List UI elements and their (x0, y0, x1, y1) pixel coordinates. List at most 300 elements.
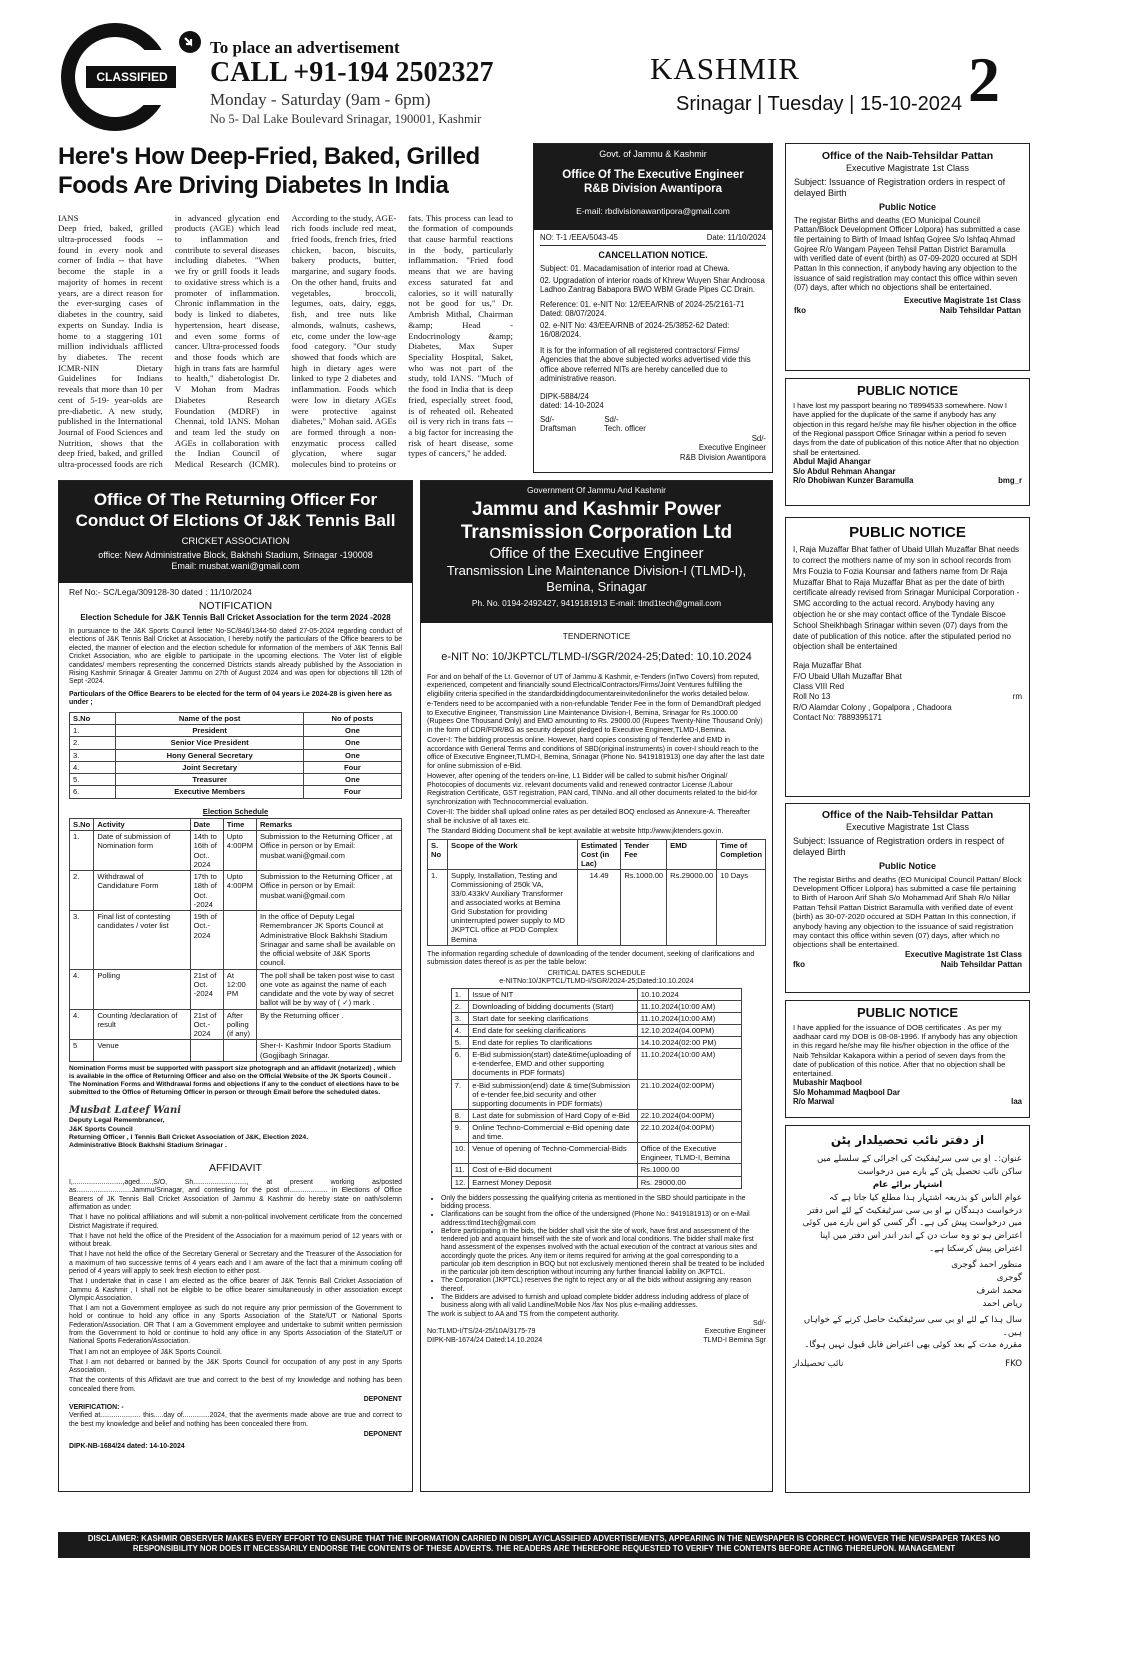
affidavit-line: That I have no political affiliations and will submit a non-political involvement certificate from the concerned District Magistrate if required. (69, 1214, 402, 1230)
table-row (70, 749, 402, 761)
date-value: Rs.1000.00 (637, 1164, 742, 1176)
post-count: Four (303, 786, 401, 798)
tennis-schedule-title: Election Schedule for J&K Tennis Ball Cricket Association for the term 2024 -2028 (80, 613, 391, 623)
urdu-line: محمد اشرف (976, 1285, 1022, 1296)
tennis-notification: NOTIFICATION (198, 600, 273, 613)
table-row (70, 725, 402, 737)
table-row (451, 1000, 742, 1012)
urdu-line: اشتہار برائے عام (872, 1179, 943, 1190)
rb-office-2: R&B Division Awantipora (583, 182, 723, 195)
sched-remarks: In the office of Deputy Legal Remembrancer JK Sports Council at Administrative Block Bakhshi Stadium Srinagar and same shall be available on the official website of J&K Sports council. (256, 911, 401, 970)
article-byline: IANS (58, 212, 79, 223)
office-address: No 5- Dal Lake Boulevard Srinagar, 190001, Kashmir (210, 112, 482, 126)
affidavit-line: That the contents of this Affidavit are true and correct to the best of my knowledge and nothing has been concealed there from. (69, 1377, 402, 1393)
phone-number[interactable]: CALL +91-194 2502327 (210, 57, 494, 88)
naib-notice-2 (785, 803, 1030, 993)
date-sno: 12. (451, 1176, 469, 1188)
muzaffar-code: rm (1012, 692, 1022, 702)
rb-subject-1: Subject: 01. Macadamisation of interior road at Chewa. (540, 264, 730, 274)
affidavit-deponent: DEPONENT (363, 1395, 402, 1403)
affidavit-title: AFFIDAVIT (209, 1162, 262, 1175)
rb-ref-2: 02. e-NIT No: 43/EEA/RNB of 2024-25/3852-62 Dated: 16/08/2024. (540, 320, 730, 340)
passport-name: Abdul Majid Ahangar (793, 457, 871, 467)
sched-activity: Polling (94, 969, 190, 1009)
urdu-title: از دفتر نائب تحصیلدار پٹن (830, 1133, 985, 1147)
sched-remarks: The poll shall be taken post wise to cast one vote as against the name of each candidate and the vote by way of secret ballot will be by way of ( ✓) mark . (256, 969, 401, 1009)
sched-time (223, 911, 256, 970)
urdu-sign: نائب تحصیلدار (793, 1359, 844, 1370)
article (58, 143, 513, 483)
post-count: Four (303, 761, 401, 773)
jkptcl-office-1: Office of the Executive Engineer (489, 544, 704, 562)
post-name: Executive Members (116, 786, 303, 798)
naib2-sign-1: Executive Magistrate 1st Class (905, 949, 1022, 959)
passport-notice (785, 378, 1030, 506)
page-number: 2 (968, 48, 1000, 112)
affidavit-intro: I,..........................,aged......,S/O, Sh............................, at present working as/posted as.............................Jammu/Srinagar, and contesting for the post of.................... in Elections of Office Bearers of JK Tennis Ball Cricket Association of Jammu & Kashmir do hereby state on oath/solemn affirmation as under: (69, 1179, 402, 1211)
rb-sd-1: Sd/- (540, 414, 555, 424)
date-value: 21.10.2024(02:00PM) (637, 1079, 742, 1109)
post-name: Hony General Secretary (116, 749, 303, 761)
jkptcl-contact: Ph. No. 0194-2492427, 9419181913 E-mail: tlmd1tech@gmail.com (471, 598, 722, 609)
tennis-ref: Ref No:- SC/Lega/309128-30 dated : 11/10/2024 (69, 587, 252, 597)
naib2-subject: Subject: Issuance of Registration orders in respect of delayed Birth (793, 835, 1005, 857)
tennis-sign-5: Administrative Block Bakhshi Stadium Srinagar . (69, 1142, 227, 1150)
sched-activity: Counting /declaration of result (94, 1009, 190, 1040)
table-row (451, 1049, 742, 1079)
rb-date: Date: 11/10/2024 (706, 233, 766, 242)
jkptcl-no: No:TLMD-I/TS/24-25/10A/3175-79 (427, 1327, 536, 1336)
jkptcl-sign-2: TLMD-I Bemina Sgr (703, 1335, 766, 1344)
post-name: Senior Vice President (116, 737, 303, 749)
table-row (70, 831, 402, 871)
affidavit-deponent-2: DEPONENT (363, 1431, 402, 1439)
table-row (451, 1079, 742, 1109)
passport-code: bmg_r (998, 476, 1022, 486)
naib1-fko: fko (794, 305, 806, 315)
tennis-office: office: New Administrative Block, Bakhshi Stadium, Srinagar -190008 (98, 550, 373, 561)
passport-father: S/o Abdul Rehman Ahangar (793, 466, 896, 476)
naib2-pn: Public Notice (878, 860, 936, 871)
date-value: 10.10.2024 (637, 988, 742, 1000)
jkptcl-title-2: Transmission Corporation Ltd (460, 522, 733, 544)
posts-table (69, 712, 402, 799)
jkptcl-body (421, 623, 772, 1348)
jkptcl-bullet: • Before participating in the bids, the bidder shall visit the site of work, have first and assessment of the tendered job and acquaint himself with the site of work and local conditions. The bidder shall make first hand assessment of the expenses involved with the actual execution of the contract at various sites and accordingly quote the prices. Any item or items required for arriving at the goal corresponding to a particular job item description in BOQ but not exclusively mentioned therein shall be treated to be included in the particular job item description without incurring any further financial liability on JKPTCL. (441, 1228, 766, 1278)
affidavit-body (69, 1179, 402, 1451)
date-sno: 4. (451, 1025, 469, 1037)
post-sno: 2. (70, 737, 116, 749)
rb-header (534, 144, 772, 230)
affidavit-line: That I am not an employee of J&K Sports Council. (69, 1348, 222, 1356)
rb-govt: Govt. of Jammu & Kashmir (599, 149, 707, 159)
urdu-line: ساکن نائب تحصیل پٹن کے بارے میں درخواست (857, 1166, 1022, 1177)
tennis-body (59, 583, 412, 1456)
jkptcl-sd: Sd/- (752, 1318, 766, 1327)
jkptcl-govt: Government Of Jammu And Kashmir (527, 485, 666, 495)
date-event: e-Bid submission(end) date & time(Submission of e-tender fee,bid security and other supporting documents in PDF formats) (469, 1079, 637, 1109)
jkptcl-bullet: • The Corporation (JKPTCL) reserves the right to reject any or all the bids without assigning any reason thereof. (441, 1277, 766, 1294)
naib2-sign-2: Naib Tehsildar Pattan (940, 959, 1022, 969)
date-event: End date for replies To clarifications (469, 1037, 637, 1049)
jkptcl-header (421, 481, 772, 623)
affidavit-verif-text: Verified at..................... this.....day of..............2024, that the averments made above are true and correct to the best my knowledge and belief and nothing has been concealed there from. (69, 1412, 402, 1428)
work-sno: 1. (428, 869, 448, 945)
office-hours: Monday - Saturday (9am - 6pm) (210, 90, 431, 109)
schedule-table (69, 818, 402, 1062)
tennis-dipk: DIPK-NB-1684/24 dated: 14-10-2024 (69, 1443, 185, 1451)
sched-sno: 5 (70, 1040, 94, 1062)
jkptcl-para: Cover-II: The bidder shall upload online rates as per detailed BOQ enclosed as Annexure-A. Thereafter shall be inclusive of all taxes etc. (427, 808, 751, 825)
article-body (58, 213, 513, 481)
jkptcl-bullets (441, 1195, 766, 1311)
table-row (451, 1122, 742, 1143)
sched-date: 21st of Oct. -2024 (190, 969, 223, 1009)
date-value: 22.10.2024(04:00PM) (637, 1122, 742, 1143)
tennis-title-2: Conduct Of Elctions Of J&K Tennis Ball (75, 511, 396, 531)
muzaffar-line: F/O Ubaid Ullah Muzaffar Bhat (793, 671, 902, 681)
affidavit-line: That I am not debarred or banned by the J&K Sports Council for occupation of any post in any Sports Association. (69, 1358, 402, 1375)
muzaffar-body: I, Raja Muzaffar Bhat father of Ubaid Ullah Muzaffar Bhat needs to correct the mothers name of my son in school records from Mrs Fouzia to Fozia Kounsar and fathers name from Dr Raja Muzaffar Bhat to Raja Muzaffar Bhat as per the date of birth certificate already revised from Srinagar Municipal Corporation -SMC according to the actual record. Anybody having any objection he or she may contact office of the Tyndale Biscoe School Sheikhbagh Srinagar within seven (07) days from the date of publication of this notice. after the stipulated period no objection shall be entertained (793, 545, 1020, 652)
muzaffar-line: Raja Muzaffar Bhat (793, 661, 862, 671)
work-emd: Rs.29000.00 (667, 869, 717, 945)
date-value: Rs. 29000.00 (637, 1176, 742, 1188)
tennis-note: Nomination Forms must be supported with passport size photograph and an affidavit (notarized) , which is available in the office of Returning Officer and also on the Official Website of the JK Sports Council . The Nomination Forms and Withdrawal forms and objections if any to the conduct of elections have to be submitted to the Office of Returning Officer in person or through Email before the scheduled dates. (69, 1064, 400, 1097)
sched-time (223, 1040, 256, 1062)
rb-no: NO: T-1 /EEA/5043-45 (540, 233, 618, 242)
sched-time: Upto 4:00PM (223, 871, 256, 911)
table-row (70, 1009, 402, 1040)
table-row (451, 1164, 742, 1176)
tennis-email: Email: musbat.wani@gmail.com (171, 561, 300, 572)
urdu-fko: FKO (1005, 1359, 1022, 1370)
work-time: 10 Days (717, 869, 766, 945)
work-head-cost: Estimated Cost (in Lac) (578, 839, 621, 869)
passport-title: PUBLIC NOTICE (856, 383, 959, 398)
date-value: 11.10.2024(10:00 AM) (637, 1012, 742, 1024)
jkptcl-dipk: DIPK-NB-1674/24 Dated:14.10.2024 (427, 1335, 543, 1344)
affidavit-line: That I have not held the office of the President of the Association for a maximum period of 12 years with or without break. (69, 1232, 402, 1249)
rb-sd-3: Sd/- (751, 433, 766, 443)
post-sno: 6. (70, 786, 116, 798)
table-row (451, 1012, 742, 1024)
work-head-time: Time of Completion (717, 839, 766, 869)
affidavit-verification: VERIFICATION: - (69, 1404, 124, 1412)
naib1-title: Office of the Naib-Tehsildar Pattan (821, 150, 994, 162)
date-value: Office of the Executive Engineer, TLMD-I, Bemina (637, 1143, 742, 1164)
muzaffar-line: Roll No 13 (793, 692, 831, 702)
affidavit-line: That I am not a Government employee as such do not require any prior permission of the Government to hold or continue to hold any office in any Sports Association of the State/UT or National Sports Federation/Association. OR That I am a Government employee and undertake to submit written permission from the Government to hold or continue to hold any office in any Sports Association of the State/UT or National Sports Federation/Association. (69, 1305, 402, 1346)
sched-date: 14th to 16th of Oct.. 2024 (190, 831, 223, 871)
dob-father: S/o Mohammad Maqbool Dar (793, 1087, 900, 1097)
dateline: Srinagar | Tuesday | 15-10-2024 (676, 93, 963, 115)
sched-sno: 1. (70, 831, 94, 871)
post-sno: 3. (70, 749, 116, 761)
rb-tech: Tech. officer (603, 424, 646, 434)
sched-head-activity: Activity (94, 818, 190, 830)
sched-time: At 12:00 PM (223, 969, 256, 1009)
table-row (70, 871, 402, 911)
post-sno: 5. (70, 774, 116, 786)
jkptcl-tender-notice (420, 480, 773, 1492)
date-value: 11.10.2024(10:00 AM) (637, 1049, 742, 1079)
date-value: 12.10.2024(04.00PM) (637, 1025, 742, 1037)
table-row (451, 1109, 742, 1121)
naib2-sub: Executive Magistrate 1st Class (845, 821, 970, 832)
table-row (70, 737, 402, 749)
date-sno: 6. (451, 1049, 469, 1079)
sched-sno: 4. (70, 1009, 94, 1040)
urdu-line: ریاض احمد (982, 1298, 1022, 1309)
rb-body (534, 230, 772, 465)
date-event: Downloading of bidding documents (Start) (469, 1000, 637, 1012)
jkptcl-bullet: • Clarifications can be sought from the office of the undersigned (Phone No.: 9419181913) or on e-Mail address:tlmd1tech@gmail.com (441, 1211, 766, 1228)
naib1-body: The registar Births and deaths (EO Municipal Council Pattan/Block Development Officer Lolpora) has submitted a case file pertaining to Birth of Imaad Ishfaq Gojree S/o Ishfaq Ahmad Gojree R/o Wangam Payeen Tehsil Pattan District Baramulla with verified date of event (birth) as 07-09-2020 occured at SDH Pattan In this connection, if anybody having any objection to the issuance of said registration may contact this office within seven (07) days, after which no objections shall be entertained. (794, 215, 1021, 293)
naib1-sign-2: Naib Tehsildar Pattan (939, 305, 1021, 315)
muzaffar-signature (793, 661, 1022, 723)
sched-date: 17th to 18th of Oct. -2024 (190, 871, 223, 911)
dob-name: Mubashir Maqbool (793, 1078, 862, 1088)
work-fee: Rs.1000.00 (621, 869, 667, 945)
arrow-circle-icon (178, 30, 204, 56)
post-count: One (303, 737, 401, 749)
tennis-header (59, 481, 412, 583)
dob-notice (785, 1000, 1030, 1118)
logo-text: CLASSIFIED (96, 70, 168, 84)
sched-remarks: Submission to the Returning Officer , at Office in person or by Email: musbat.wani@gmail.com (256, 831, 401, 871)
jkptcl-para: The Standard Bidding Document shall be kept available at website http://www.jktenders.gov.in. (427, 827, 724, 835)
jkptcl-para: Cover-I: The bidding processis online. However, hard copies consisting of Tenderfee and EMD in accordance with General Terms and conditions of SBD(original instruments) in cover-I should reach to the office of Executive Engineer,TLMD-I, Bemina, Srinagar (Phone No. 9419181913) one day after the last date for online submission of e-Bid. (427, 736, 765, 770)
sched-head-time: Time (223, 818, 256, 830)
jkptcl-title-1: Jammu and Kashmir Power (471, 499, 722, 521)
sched-date: 19th of Oct.- 2024 (190, 911, 223, 970)
post-name: Treasurer (116, 774, 303, 786)
jkptcl-sign-1: Executive Engineer (704, 1327, 766, 1336)
rb-title: CANCELLATION NOTICE. (598, 249, 708, 260)
critical-dates-ref: e-NITNo:10/JKPTCL/TLMD-I/SGR/2024-25;Dated:10.10.2024 (499, 977, 694, 986)
urdu-line: مقررہ مدت کے بعد کوئی بھی اعتراض قابل قبول نہیں ہوگا۔ (804, 1340, 1022, 1351)
date-sno: 2. (451, 1000, 469, 1012)
rb-sd-2: Sd/- (604, 414, 619, 424)
urdu-line: منظور احمد گوجری (951, 1260, 1022, 1271)
sched-sno: 3. (70, 911, 94, 970)
post-count: One (303, 749, 401, 761)
table-row (451, 1037, 742, 1049)
muzaffar-title: PUBLIC NOTICE (849, 524, 966, 541)
work-cost: 14.49 (578, 869, 621, 945)
posts-head-sno: S.No (70, 712, 116, 724)
date-event: Online Techno-Commercial e-Bid opening date and time. (469, 1122, 637, 1143)
rb-subject-2: 02. Upgradation of interior roads of Khrew Wuyen Shar Androosa Ladhoo Zantrag Babapora BWO WBM Grade Pipes CC Drain. (540, 275, 765, 295)
rb-sign-1: Executive Engineer (698, 443, 766, 453)
dob-code: laa (1011, 1097, 1022, 1107)
naib-notice-1 (785, 143, 1030, 371)
rb-dipk: DIPK-5884/24 (540, 391, 589, 401)
post-name: President (116, 725, 303, 737)
table-row (70, 911, 402, 970)
sched-time: After polling (if any) (223, 1009, 256, 1040)
passport-address: R/o Dhobiwan Kunzer Baramulla (793, 476, 914, 486)
article-text: Deep fried, baked, grilled ultra-processed foods -- found in every nook and corner of India -- that have become the staple in a majority of homes in recent years, are a direct reason for the ever-surging cases of diabetes in the country, said experts on Sunday. India is home to a staggering 101 million individuals afflicted by diabetes. The recent ICMR-NIN Dietary Guidelines for Indians reveals that more than 10 per cent of 5-19- year-olds are pre-diabetic. A new study, published in the International Journal of Food Sciences and Nutrition, shows that the deep fried, baked, and grilled ultra-processed foods are rich in advanced glycation end products (AGE) which lead to inflammation and contribute to several diseases including diabetes. "When we fry or grill foods it leads to oxidative stress which is a promoter of inflammation. Chronic inflammation in the body is linked to diabetes, hypertension, heart disease, and even some forms of cancer. Ultra-processed foods and those foods which are high in trans fats are harmful to health," diabetologist Dr. V Mohan from Madras Diabetes Research Foundation (MDRF) in Chennai, told IANS. Mohan and team led the study on AGEs in collaboration with the Indian Council of Medical Research (ICMR). According to the study, AGE-rich foods include red meat, fried foods, french fries, fried chicken, bacon, biscuits, bakery products, butter, margarine, and sugary foods. On the other hand, fruits and vegetables, broccoli, legumes, oats, dairy, eggs, fish, and tree nuts like almonds, walnuts, cashews, etc, come under the low-age food category. "Our study showed that foods which are high in dietary ages were linked to type 2 diabetes and inflammation. Foods which were low in dietary AGEs were protective against diabetes," Mohan said. AGEs are formed through a non-enzymatic process called glycation, where sugar molecules bind to proteins or fats. This process can lead to the formation of compounds that cause harmful reactions in the body, particularly inflammation. "Fried food means that we are having excess saturated fat and calories, so it will naturally not be good for us," Dr. Ambrish Mithal, Chairman &amp; Head - Endocrinology &amp; Diabetes, Max Super Speciality Hospital, Saket, who was not part of the study, told IANS. "Much of the food in India that is deep fried, especially street food, is of reheated oil. Reheated oil is very rich in trans fats -- a big factor for increasing the risk of heart disease, some types of cancers," he added. (58, 212, 513, 470)
date-sno: 5. (451, 1037, 469, 1049)
date-sno: 9. (451, 1122, 469, 1143)
naib1-pn: Public Notice (878, 201, 936, 212)
urdu-line: سال ہذا کے لئے او بی سی سرٹیفکیٹ حاصل کرنے کے خواہاں ہیں۔ (803, 1314, 1022, 1338)
rb-office-1: Office Of The Executive Engineer (562, 168, 744, 181)
sched-date (190, 1040, 223, 1062)
urdu-line: عوام الناس کو بذریعہ اشتہار ہذا مطلع کیا جاتا ہے کہ درخواست دہندگان نے او بی سی سرٹیفکیٹ کے لئے اس دفتر میں درخواست پیش کی ہے۔ اگر کسی کو اس بارے میں کوئی اعتراض ہو تو وہ سات دن کے اندر اندر اس دفتر میں اپنا اعتراض پیش کرسکتا ہے۔ (802, 1192, 1022, 1255)
sched-sno: 4. (70, 969, 94, 1009)
disclaimer-bar: DISCLAIMER: KASHMIR OBSERVER MAKES EVERY EFFORT TO ENSURE THAT THE INFORMATION CARRIED IN DISPLAY/CLASSIFIED ADVERTISEMENTS, APPEARING IN THE NEWSPAPER IS CORRECT. HOWEVER THE NEWSPAPER TAKES NO RESPONSIBILITY NOR DOES IT NECESSARILY ENDORSE THE CONTENTS OF THESE ADVERTS. THE READERS ARE THEREFORE REQUESTED TO VERIFY THE CONTENTS BEFORE ACTING THEREUPON. MANAGEMENT (58, 1532, 1030, 1558)
date-sno: 10. (451, 1143, 469, 1164)
rb-draftsman: Draftsman (540, 424, 576, 434)
sched-activity: Date of submission of Nomination form (94, 831, 190, 871)
sched-remarks: Submission to the Returning Officer , at Office in person or by Email: musbat.wani@gmail.com (256, 871, 401, 911)
table-row (451, 1176, 742, 1188)
work-scope: Supply, Installation, Testing and Commissioning of 250k VA, 33/0.433kV Auxiliary Transformer and associated works at Bemina Grid Substation for providing uninterrupted power supply to MD JKPTCL office at PDD Complex Bemina (448, 869, 578, 945)
muzaffar-notice (785, 517, 1030, 797)
jkptcl-para: However, after opening of the tenders on-line, L1 Bidder will be called to submit his/her Original/ Photocopies of documents viz. relevant documents valid and renewed contractor License /Labour Registration Certificate, GST registration, PAN card, TINNo. and all other documents related to the bid-for synchronization with Technocommercial evaluation. (427, 772, 758, 806)
date-sno: 1. (451, 988, 469, 1000)
table-row (451, 1143, 742, 1164)
jkptcl-enit: e-NIT No: 10/JKPTCL/TLMD-I/SGR/2024-25;Dated: 10.10.2024 (441, 651, 752, 664)
article-headline-1: Here's How Deep-Fried, Baked, Grilled (58, 143, 480, 170)
date-event: Venue of opening of Techno-Commercial-Bids (469, 1143, 637, 1164)
sched-activity: Final list of contesting candidates / voter list (94, 911, 190, 970)
critical-dates-title: CRITICAL DATES SCHEDULE (547, 968, 646, 977)
muzaffar-line: R/O Alamdar Colony , Gopalpora , Chadoora (793, 702, 952, 712)
muzaffar-line: Contact No: 7889395171 (793, 713, 882, 723)
jkptcl-tender-title: TENDERNOTICE (562, 631, 631, 641)
table-row (70, 774, 402, 786)
affidavit-line: That I undertake that in case I am elected as the office bearer of J&K Tennis Ball Cricket Association of Jammu & Kashmir , I shall not be eligible to be office bearer simultaneously in other association except Olympic Association. (69, 1278, 402, 1302)
muzaffar-line: Class VIII Red (793, 682, 845, 692)
tennis-signature (69, 1105, 402, 1150)
dob-body: I have applied for the issuance of DOB certificates . As per my aadhaar card my DOB is 08-08-1996. If anybody has any objection in this regard he/she may file his/her objection in the office of the Naib Tehsildar Kakapora within a period of seven days from the date of publication of this notice. After that no objection shall be entertained. (793, 1022, 1018, 1079)
naib1-subject: Subject: Issuance of Registration orders in respect of delayed Birth (794, 176, 1006, 198)
date-value: 11.10.2024(10:00 AM) (637, 1000, 742, 1012)
table-row (451, 988, 742, 1000)
date-value: 14.10.2024(02:00 PM) (637, 1037, 742, 1049)
sched-date: 21st of Oct.- 2024 (190, 1009, 223, 1040)
masthead-text: KASHMIR (650, 51, 800, 86)
sched-time: Upto 4:00PM (223, 831, 256, 871)
jkptcl-bullet: • Only the bidders possessing the qualifying criteria as mentioned in the SBD should participate in the bidding process. (441, 1195, 766, 1212)
date-sno: 7. (451, 1079, 469, 1109)
urdu-notice (785, 1125, 1030, 1493)
sched-remarks: By the Returning officer . (256, 1009, 401, 1040)
article-headline-2: Foods Are Driving Diabetes In India (58, 171, 449, 199)
rb-email: E-mail: rbdivisionawantipora@gmail.com (576, 206, 730, 216)
date-event: End date for seeking clarifications (469, 1025, 637, 1037)
post-sno: 1. (70, 725, 116, 737)
tennis-election-notice (58, 480, 413, 1492)
post-name: Joint Secretary (116, 761, 303, 773)
affidavit-line: That I have not held the office of the Secretary General or Secretary and the Treasurer of the Association for a maximum of two successive terms of 4 years each and I am aware of the fact that a minimum cooling off period of 4 years will apply to seek fresh election to either post. (69, 1251, 402, 1275)
post-sno: 4. (70, 761, 116, 773)
sched-activity: Venue (94, 1040, 190, 1062)
posts-head-count: No of posts (303, 712, 401, 724)
date-sno: 3. (451, 1012, 469, 1024)
jkptcl-info: The information regarding schedule of downloading of the tender document, seeking of clarifications and submission dates thereof is as per the table below: (427, 949, 755, 967)
tennis-election-schedule: Election Schedule (202, 806, 269, 816)
tennis-intro: In pursuance to the J&K Sports Council letter No-SC/846/1344-50 dated 27-05-2024 regarding conduct of elections of J&K Tennis Ball Cricket at Association, I hereby notify the particulars of the Office bearers to be elected, the manner of election and the election schedule for information of the members of J&K Tennis Ball Cricket Association, who are eligible to participate in the upcoming elections. The Voter list of eligible candidates/ members representing the concerned Districts stands already published by the Association in Rising Kashmir Srinagar & Greater Jammu on 27th of August 2024 and was open for objections till 12th of Sept -2024. (69, 627, 402, 686)
date-event: Start date for seeking clarifications (469, 1012, 637, 1024)
table-row (451, 1025, 742, 1037)
jkptcl-para: e-Tenders need to be accompanied with a non-refundable Tender Fee in the form of DemandDraft pledged to Executive Engineer, Transmission Line Maintenance Division-I, Bemina, Srinagar for Rs.1000.00 (Rupees One Thousand Only) and EMD amounting to Rs. 29000.00 (Rupees Twenty-Nine Thousand Only) in the form of CDR/FDR/BG as security deposit pledged to Executive Engineer,TLMD-I,Bemina. (427, 700, 763, 734)
tennis-assoc: CRICKET ASSOCIATION (181, 535, 290, 547)
date-sno: 11. (451, 1164, 469, 1176)
rb-cancellation-notice (533, 143, 773, 473)
date-value: 22.10.2024(04:00PM) (637, 1109, 742, 1121)
table-row (70, 969, 402, 1009)
date-event: Issue of NIT (469, 988, 637, 1000)
work-head-emd: EMD (667, 839, 717, 869)
rb-sign-2: R&B Division Awantipora (679, 452, 766, 462)
sched-activity: Withdrawal of Candidature Form (94, 871, 190, 911)
post-count: One (303, 725, 401, 737)
tennis-sign-1: Musbat Lateef Wani (69, 1105, 182, 1117)
sched-head-sno: S.No (70, 818, 94, 830)
sched-head-remarks: Remarks (256, 818, 401, 830)
naib2-fko: fko (793, 959, 805, 969)
critical-dates-table (451, 988, 743, 1189)
tennis-particulars: Particulars of the Office Bearers to be elected for the term of 04 years i.e 2024-28 is given here as under ; (69, 690, 392, 707)
table-row (70, 1040, 402, 1062)
urdu-line: گوجری (996, 1273, 1022, 1284)
work-head-fee: Tender Fee (621, 839, 667, 869)
rb-ref-1: Reference: 01. e-NIT No: 12/EEA/RNB of 2024-25/2161-71 Dated: 08/07/2024. (540, 299, 745, 319)
masthead (650, 50, 970, 90)
jkptcl-bullet: • The Bidders are advised to furnish and upload complete bidder address including address of place of business along with all valid Landline/Mobile Nos /fax Nos plus e-mailing addresses. (441, 1294, 766, 1311)
tennis-sign-2: Deputy Legal Remembrancer, (69, 1117, 165, 1125)
rb-text: It is for the information of all registered contractors/ Firms/ Agencies that the above subjected works advertised vide this office above referred NITs are hereby cancelled due to administrative reason. (540, 345, 751, 384)
work-head-scope: Scope of the Work (448, 839, 578, 869)
passport-body: I have lost my passport bearing no T8994533 somewhere. Now I have applied for the duplicate of the same if anybody has any objection in this regard he/she may file his/her objection in the office of the Regional passport Office Srinagar within a period fo seven days from the date of publication of this notice After that no objection shall be entertained. (793, 400, 1019, 457)
jkptcl-office-3: Bemina, Srinagar (546, 579, 647, 595)
dob-title: PUBLIC NOTICE (856, 1005, 959, 1020)
jkptcl-office-2: Transmission Line Maintenance Division-I (TLMD-I), (446, 562, 747, 578)
work-table (427, 839, 766, 946)
table-row (70, 761, 402, 773)
naib1-sign-1: Executive Magistrate 1st Class (904, 295, 1021, 305)
urdu-line: عنوان:۔ او بی سی سرٹیفکیٹ کی اجرائی کے سلسلے میں (817, 1154, 1022, 1164)
naib2-title: Office of the Naib-Tehsildar Pattan (821, 809, 994, 821)
posts-head-name: Name of the post (116, 712, 303, 724)
classified-logo (58, 20, 178, 135)
date-event: Cost of e-Bid document (469, 1164, 637, 1176)
sched-remarks: Sher-I- Kashmir Indoor Sports Stadium (Gogjibagh Srinagar. (256, 1040, 401, 1062)
table-row (428, 869, 766, 945)
rb-dated: dated: 14-10-2024 (540, 401, 604, 411)
dob-address: R/o Marwal (793, 1097, 835, 1107)
naib1-sub: Executive Magistrate 1st Class (845, 162, 970, 173)
jkptcl-para: For and on behalf of the Lt. Governor of UT of Jammu & Kashmir, e-Tenders (inTwo Covers) from reputed, experienced, competent and financially sound ElectricalContractors/Firms/Joint Ventures fulfilling the eligibility criteria specified in the standardbiddingdocumentareinvitedonlinefor the works detailed below. (427, 672, 760, 698)
date-sno: 8. (451, 1109, 469, 1121)
table-row (70, 786, 402, 798)
jkptcl-work-note: The work is subject to AA and TS from the competent authority. (427, 1310, 620, 1318)
work-head-sno: S. No (428, 839, 448, 869)
date-event: Earnest Money Deposit (469, 1176, 637, 1188)
naib2-body: The registar Births and deaths (EO Municipal Council Pattan/ Block Development Officer Lolpora) has submitted a case file pertaining to Birth of Haroon Arif Shah S/o Mohammad Arif Shah R/o Nillar Pattan Tehsil Pattan District Baramulla with verified date of event (birth) as 30-07-2020 occured at SDH Pattan In this connection, if anybody having any objection to the issuance of said registration may contact this office within seven (07) days, after which no objections shall be entertained. (793, 874, 1022, 950)
tennis-sign-3: J&K Sports Council (69, 1125, 133, 1133)
sched-head-date: Date (190, 818, 223, 830)
sched-sno: 2. (70, 871, 94, 911)
tennis-title-1: Office Of The Returning Officer For (93, 490, 378, 509)
date-event: Last date for submission of Hard Copy of e-Bid (469, 1109, 637, 1121)
post-count: One (303, 774, 401, 786)
date-event: E-Bid submission(start) date&time(uploading of e-tenderfee, EMD and other supporting documents in PDF formats) (469, 1049, 637, 1079)
